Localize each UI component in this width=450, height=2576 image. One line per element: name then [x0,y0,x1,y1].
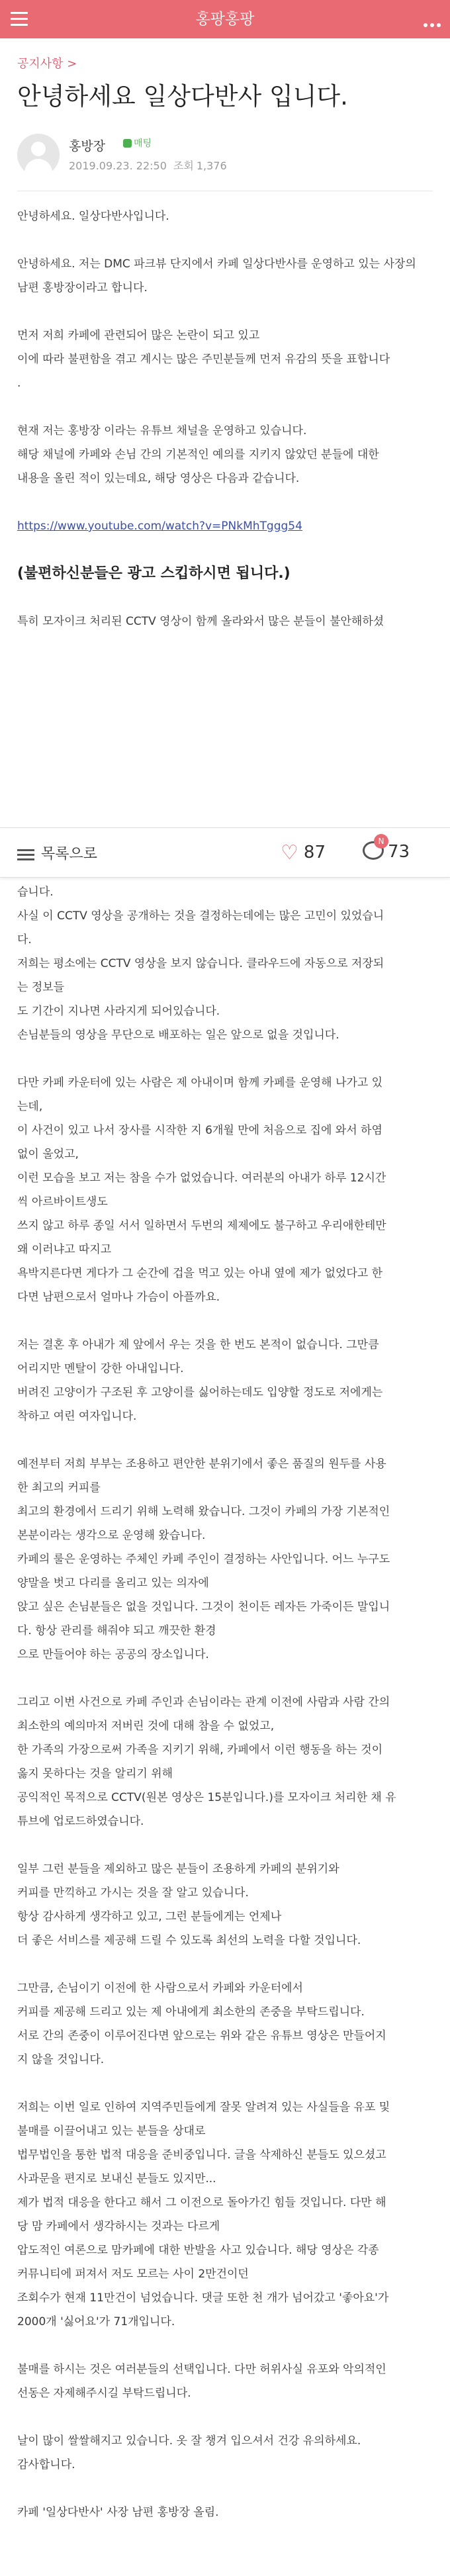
post-title: 안녕하세요 일상다반사 입니다. [17,82,348,111]
body-line: 먼저 저희 카페에 관련되어 많은 논란이 되고 있고 [17,329,260,342]
cafe-title[interactable]: 홍팡홍팡 [195,11,255,28]
new-badge: N [374,834,388,849]
paragraph-gap [17,2477,433,2501]
body-line: 커뮤니티에 퍼져서 저도 모르는 사이 2만건이던 [17,2268,249,2281]
body-line: 사실 이 CCTV 영상을 공개하는 것을 결정하는데에는 많은 고민이 있었습니 [17,909,384,923]
body-line: 튜브에 업로드하였습니다. [17,1815,144,1828]
body-line: 제가 법적 대응을 한다고 해서 그 이전으로 돌아가긴 힘들 것입니다. 다만 해 [17,2196,386,2209]
body-line: 다. [17,933,32,946]
body-line: 쓰지 않고 하루 종일 서서 일하면서 두번의 제제에도 불구하고 우리애한테만 [17,1219,386,1232]
body-line: 없이 울었고, [17,1148,79,1161]
body-line: 불매를 이끌어내고 있는 분들을 상대로 [17,2125,206,2138]
body-line: 다만 카페 카운터에 있는 사람은 제 아내이며 함께 카페를 운영해 나가고 있 [17,1076,383,1089]
body-line: 더 좋은 서비스를 제공해 드릴 수 있도록 최선의 노력을 다할 것입니다. [17,1934,361,1947]
paragraph-gap [17,1953,433,1976]
chat-icon [123,139,132,148]
youtube-link[interactable]: https://www.youtube.com/watch?v=PNkMhTggg54 [17,520,302,533]
body-line: 당 맘 카페에서 생각하시는 것과는 다르게 [17,2220,220,2233]
body-line: 씩 아르바이트생도 [17,1195,108,1209]
body-line: 앉고 싶은 손님분들은 없을 것입니다. 그것이 천이든 레자든 가죽이든 말입니 [17,1600,390,1614]
body-line: 사과문을 편지로 보내신 분들도 있지만... [17,2172,216,2185]
bottom-action-bar [0,827,450,878]
post-date: 2019.09.23. 22:50 [69,160,167,172]
comment-button[interactable] [363,837,410,862]
list-label: 목록으로 [41,846,98,862]
paragraph-gap [17,228,433,252]
body-line: 커피를 제공해 드리고 있는 제 아내에게 최소한의 존중을 부탁드립니다. [17,2005,365,2019]
paragraph-gap [17,2405,433,2429]
body-line: 항상 감사하게 생각하고 있고, 그런 분들에게는 언제나 [17,1910,282,1923]
body-line: 으로 만들어야 하는 공공의 장소입니다. [17,1648,209,1661]
body-line: 안녕하세요. 일상다반사입니다. [17,210,169,223]
author-name[interactable]: 홍방장 [69,139,106,154]
views-label: 조회 [173,160,194,172]
body-line: 카페의 룰은 운영하는 주체인 카페 주인이 결정하는 사안입니다. 어느 누구도 [17,1553,390,1566]
paragraph-gap [17,490,433,514]
post-body-bottom [0,880,450,2524]
paragraph-gap [17,1667,433,1690]
more-options-icon[interactable] [421,17,441,30]
body-line: 저희는 평소에는 CCTV 영상을 보지 않습니다. 클라우드에 자동으로 저장되 [17,957,384,970]
avatar[interactable] [17,134,60,176]
body-line: 그리고 이번 사건으로 카페 주인과 손님이라는 관계 이전에 사람과 사람 간의 [17,1696,390,1709]
body-line: 2000개 '싫어요'가 71개입니다. [17,2315,175,2328]
body-line: 법무법인을 통한 법적 대응을 준비중입니다. 글을 삭제하신 분들도 있으셨고 [17,2148,386,2162]
paragraph-gap [17,1309,433,1333]
category-link[interactable]: 공지사항 > [17,57,77,71]
paragraph-gap [17,1428,433,1452]
body-line: 왜 이러냐고 따지고 [17,1243,112,1256]
body-line: 감사합니다. [17,2458,75,2471]
body-line: 해당 채널에 카페와 손님 간의 기본적인 예의를 지키지 않았던 분들에 대한 [17,448,379,461]
body-line: 도 기간이 지나면 사라지게 되어있습니다. [17,1005,220,1018]
body-line: 현재 저는 홍방장 이라는 유튜브 채널을 운영하고 있습니다. [17,424,307,437]
body-line: 조회수가 현재 11만건이 넘었습니다. 댓글 또한 천 개가 넘어갔고 '좋아요'가 [17,2291,389,2305]
body-line: . [17,377,21,390]
body-line: 안녕하세요. 저는 DMC 파크뷰 단지에서 카페 일상다반사를 운영하고 있는 사장의 [17,257,416,271]
body-line: 는데, [17,1100,43,1113]
body-line: 한 가족의 가장으로써 가족을 지키기 위해, 카페에서 이런 행동을 하는 것이 [17,1743,383,1757]
author-block [0,126,450,191]
body-line: 예전부터 저희 부부는 조용하고 편안한 분위기에서 좋은 품질의 원두를 사용 [17,1457,386,1471]
body-line: 이 사건이 있고 나서 장사를 시작한 지 6개월 만에 처음으로 집에 와서 하염 [17,1124,382,1137]
body-line: 공익적인 목적으로 CCTV(원본 영상은 15분입니다.)를 모자이크 처리한 채 유 [17,1791,396,1804]
body-line: 선동은 자제해주시길 부탁드립니다. [17,2387,191,2400]
body-line: 서로 간의 존중이 이루어진다면 앞으로는 위와 같은 유튜브 영상은 만들어지 [17,2029,386,2043]
top-header-bar [0,0,450,38]
body-line: 날이 많이 쌀쌀해지고 있습니다. 옷 잘 챙겨 입으셔서 건강 유의하세요. [17,2434,361,2448]
body-line: 저는 결혼 후 아내가 제 앞에서 우는 것을 한 번도 본적이 없습니다. 그만큼 [17,1338,379,1352]
body-line: 남편 홍방장이라고 합니다. [17,281,148,295]
body-line: 습니다. [17,886,54,899]
paragraph-gap [17,1047,433,1071]
body-line: 옳지 못하다는 것을 알리기 위해 [17,1767,173,1780]
body-line: 커피를 만끽하고 가시는 것을 잘 알고 있습니다. [17,1886,249,1900]
post-meta [69,158,234,173]
body-line: 최소한의 예의마저 저버린 것에 대해 참을 수 없었고, [17,1720,275,1733]
body-line: 손님분들의 영상을 무단으로 배포하는 일은 앞으로 없을 것입니다. [17,1029,339,1042]
body-line: 본분이라는 생각으로 운영해 왔습니다. [17,1529,206,1542]
notice-text: (불편하신분들은 광고 스킵하시면 됩니다.) [17,565,291,582]
body-line: 양말을 벗고 다리를 올리고 있는 의자에 [17,1577,209,1590]
body-line: 불매를 하시는 것은 여러분들의 선택입니다. 다만 허위사실 유포와 악의적인 [17,2363,386,2376]
body-line: 한 최고의 커피를 [17,1481,101,1495]
body-line: 버려진 고양이가 구조된 후 고양이를 싫어하는데도 입양할 정도로 저에게는 [17,1386,383,1399]
paragraph-gap [17,395,433,419]
body-line: 욕박지른다면 게다가 그 순간에 겁을 먹고 있는 아내 옆에 제가 없었다고 한 [17,1267,383,1280]
paragraph-gap [17,300,433,324]
body-line: 그만큼, 손님이기 이전에 한 사람으로서 카페와 카운터에서 [17,1982,303,1995]
back-to-list-button[interactable] [17,843,97,863]
chat-badge-label: 매팅 [134,138,152,149]
paragraph-gap [17,1833,433,1857]
paragraph-gap [17,2072,433,2095]
body-line: 이에 따라 불편함을 겪고 계시는 많은 주민분들께 먼저 유감의 뜻을 표합니다 [17,353,390,366]
comment-count: 73 [388,842,410,862]
body-line: 착하고 여린 여자입니다. [17,1410,137,1423]
body-line: 저희는 이번 일로 인하여 지역주민들에게 잘못 알려져 있는 사실들을 유포 및 [17,2101,390,2114]
body-line: 이런 모습을 보고 저는 참을 수가 없었습니다. 여러분의 아내가 하루 12시간 [17,1172,386,1185]
post-body-top [0,191,450,633]
body-line: 어리지만 멘탈이 강한 아내입니다. [17,1362,184,1375]
body-line: 카페 '일상다반사' 사장 남편 홍방장 올림. [17,2506,219,2519]
paragraph-gap [17,2334,433,2358]
body-line: 지 않을 것입니다. [17,2053,105,2066]
body-line: 압도적인 여론으로 맘카페에 대한 반발을 사고 있습니다. 해당 영상은 각종 [17,2244,379,2257]
body-line: 는 정보들 [17,981,65,994]
body-line: 최고의 환경에서 드리기 위해 노력해 왔습니다. 그것이 카페의 가장 기본적인 [17,1505,390,1518]
body-line: 특히 모자이크 처리된 CCTV 영상이 함께 올라와서 많은 분들이 불안해하셨 [17,615,384,628]
views-count: 1,376 [196,160,227,172]
like-button[interactable] [281,841,326,864]
body-line: 내용을 올린 적이 있는데요, 해당 영상은 다음과 같습니다. [17,472,300,485]
body-line: 다면 남편으로서 얼마나 가슴이 아플까요. [17,1291,220,1304]
like-count: 87 [303,843,326,862]
body-line: 다. 항상 관리를 해줘야 되고 깨끗한 환경 [17,1624,216,1637]
chat-badge[interactable] [123,136,152,150]
body-line: 일부 그런 분들을 제외하고 많은 분들이 조용하게 카페의 분위기와 [17,1863,339,1876]
comment-icon [363,837,384,860]
heart-icon: ♡ [281,841,298,864]
list-icon [17,847,34,863]
